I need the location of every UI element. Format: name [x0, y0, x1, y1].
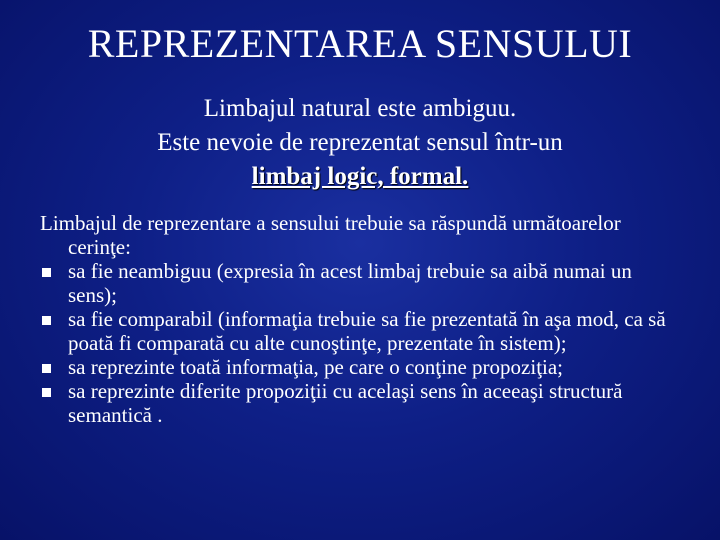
- list-item-text: sa reprezinte diferite propoziţii cu acelaşi sens în aceeaşi structură semantică .: [68, 379, 623, 427]
- square-bullet-icon: [42, 364, 51, 373]
- requirements-lead: Limbajul de reprezentare a sensului trebuie sa răspundă următoarelor cerinţe:: [40, 211, 621, 259]
- slide-title: REPREZENTAREA SENSULUI: [87, 21, 633, 66]
- intro-block: [0, 92, 720, 194]
- list-item: [40, 379, 680, 427]
- list-item: [40, 259, 680, 307]
- intro-line-1: Limbajul natural este ambiguu.: [203, 95, 517, 122]
- list-item: [40, 307, 680, 355]
- intro-line-2: Este nevoie de reprezentat sensul într-un: [157, 129, 563, 156]
- list-item: [40, 355, 680, 379]
- square-bullet-icon: [42, 268, 51, 277]
- intro-line-3-emphasis: limbaj logic, formal.: [251, 163, 469, 190]
- list-item-text: sa fie comparabil (informaţia trebuie sa fie prezentată în aşa mod, ca să poată fi comparată cu alte cunoştinţe, prezentate în sistem);: [68, 307, 666, 355]
- list-item-text: sa reprezinte toată informaţia, pe care o conţine propoziţia;: [68, 355, 564, 379]
- square-bullet-icon: [42, 316, 51, 325]
- square-bullet-icon: [42, 388, 51, 397]
- list-item-text: sa fie neambiguu (expresia în acest limbaj trebuie sa aibă numai un sens);: [68, 259, 632, 307]
- requirements-block: [40, 211, 680, 427]
- requirements-list: [40, 259, 680, 427]
